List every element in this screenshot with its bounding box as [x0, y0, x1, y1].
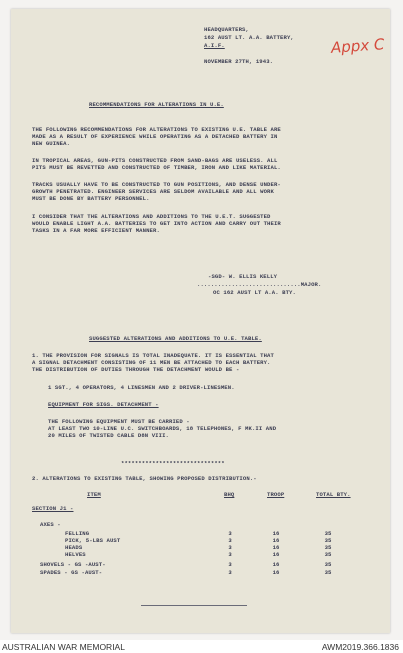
footer-accession-number: AWM2019.366.1836 [321, 642, 399, 652]
title-recommendations: RECOMMENDATIONS FOR ALTERATIONS IN U.E. [89, 101, 224, 108]
row-troop: 16 [272, 544, 280, 551]
header-date: NOVEMBER 27TH, 1943. [204, 58, 274, 65]
row-total: 35 [324, 551, 332, 558]
row-bhq: 3 [228, 551, 232, 558]
row-item: FELLING [65, 530, 90, 537]
row-troop: 16 [272, 569, 280, 576]
header-aif: A.I.F. [204, 42, 225, 49]
row-bhq: 3 [228, 569, 232, 576]
equipment-heading: EQUIPMENT FOR SIGS. DETACHMENT - [48, 401, 159, 408]
column-header-bhq: BHQ [224, 491, 235, 498]
column-header-item: ITEM [87, 491, 101, 498]
paragraph-1: THE FOLLOWING RECOMMENDATIONS FOR ALTERATIONS TO EXISTING U.E. TABLE ARE MADE AS A RESULT OF EXPERIENCE WHILE OPERATING AS A DETACHED BATTERY IN NEW GUINEA. [32, 126, 281, 148]
row-total: 35 [324, 561, 332, 568]
equipment-text: THE FOLLOWING EQUIPMENT MUST BE CARRIED - AT LEAST TWO 10-LINE U.C. SWITCHBOARDS, 18 TELEPHONES, F MK.II AND 20 MILES OF TWISTED CABLE D8N VIII. [48, 418, 277, 440]
section-j1-label: SECTION J1 - [32, 505, 74, 512]
row-bhq: 3 [228, 561, 232, 568]
document-page [11, 9, 390, 633]
row-troop: 16 [272, 551, 280, 558]
handwritten-appendix-annotation: Appx C [330, 35, 386, 57]
row-troop: 16 [272, 537, 280, 544]
paragraph-2: IN TROPICAL AREAS, GUN-PITS CONSTRUCTED FROM SAND-BAGS ARE USELESS. ALL PITS MUST BE REVETTED AND CONSTRUCTED OF TIMBER, IRON AND LIKE MATERIAL. [32, 157, 281, 172]
paragraph-4: I CONSIDER THAT THE ALTERATIONS AND ADDITIONS TO THE U.E.T. SUGGESTED WOULD ENABLE LIGHT A.A. BATTERIES TO GET INTO ACTION AND CARRY OUT THEIR TASKS IN A FAR MORE EFFICIENT MANNER. [32, 213, 281, 235]
row-bhq: 3 [228, 530, 232, 537]
row-item: HELVES [65, 551, 86, 558]
signature-name: -SGD- W. ELLIS KELLY [208, 273, 278, 280]
footer-institution: AUSTRALIAN WAR MEMORIAL [2, 642, 125, 652]
signature-unit: OC 162 AUST LT A.A. BTY. [213, 289, 296, 296]
title-suggested-alterations: SUGGESTED ALTERATIONS AND ADDITIONS TO U.E. TABLE. [89, 335, 262, 342]
row-total: 35 [324, 544, 332, 551]
row-troop: 16 [272, 561, 280, 568]
column-header-troop: TROOP [267, 491, 285, 498]
header-hq: HEADQUARTERS, [204, 26, 249, 33]
archive-footer [0, 640, 403, 653]
axes-label: AXES - [40, 521, 61, 528]
paragraph-3: TRACKS USUALLY HAVE TO BE CONSTRUCTED TO GUN POSITIONS, AND DENSE UNDER- GROWTH PENETRATED. ENGINEER SERVICES ARE SELDOM AVAILABLE AND ALL WORK MUST BE DONE BY BATTERY PERSONNEL. [32, 181, 281, 203]
row-bhq: 3 [228, 537, 232, 544]
row-total: 35 [324, 569, 332, 576]
header-battery: 162 AUST LT. A.A. BATTERY, [204, 34, 294, 41]
row-total: 35 [324, 537, 332, 544]
row-bhq: 3 [228, 544, 232, 551]
section-2-text: 2. ALTERATIONS TO EXISTING TABLE, SHOWING PROPOSED DISTRIBUTION.- [32, 475, 257, 482]
column-header-total: TOTAL BTY. [316, 491, 351, 498]
row-total: 35 [324, 530, 332, 537]
section-1-distribution: 1 SGT., 4 OPERATORS, 4 LINESMEN AND 2 DRIVER-LINESMEN. [48, 384, 235, 391]
row-item: SPADES - GS -AUST- [40, 569, 103, 576]
row-item: HEADS [65, 544, 83, 551]
row-item: PICK, 5-LBS AUST [65, 537, 121, 544]
row-troop: 16 [272, 530, 280, 537]
bottom-rule [141, 605, 247, 606]
section-1-text: 1. THE PROVISION FOR SIGNALS IS TOTAL INADEQUATE. IT IS ESSENTIAL THAT A SIGNAL DETACHMENT CONSISTING OF 11 MEN BE ATTACHED TO EACH BATTERY. THE DISTRIBUTION OF DUTIES THROUGH THE DETACHMENT WOULD BE - [32, 352, 274, 374]
signature-dots: ..............................MAJOR. [197, 281, 322, 288]
row-item: SHOVELS - GS -AUST- [40, 561, 106, 568]
star-divider: ****************************** [121, 460, 225, 467]
